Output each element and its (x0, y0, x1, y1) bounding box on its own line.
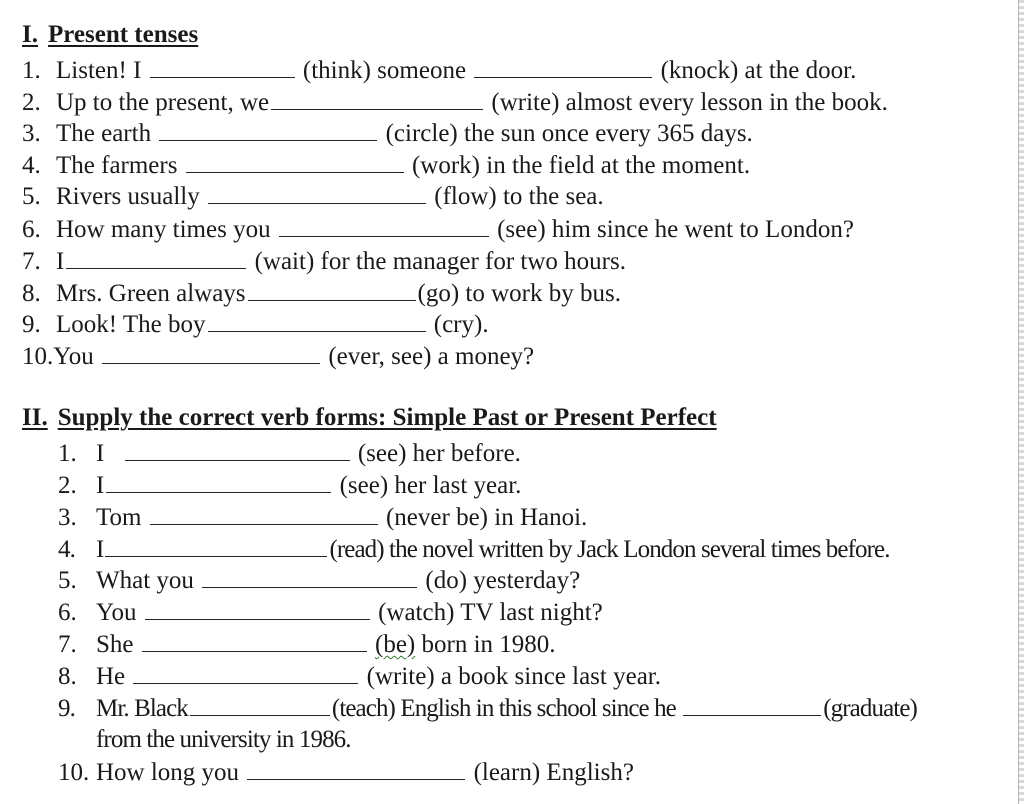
item-text: Mr. Black (96, 695, 188, 722)
item-text: What you (96, 567, 194, 594)
item-text: You (53, 343, 94, 370)
answer-blank[interactable] (208, 181, 426, 204)
item-number: 2. (22, 89, 41, 116)
item-text: from the university in 1986. (96, 726, 351, 753)
item-text: (write) a book since last year. (366, 663, 661, 690)
exercise-item (22, 87, 888, 117)
item-text: You (96, 599, 137, 626)
item-number: 1. (58, 440, 77, 467)
answer-blank[interactable] (474, 55, 652, 78)
item-text: She (96, 631, 134, 658)
answer-blank[interactable] (208, 309, 426, 332)
item-number: 10. (58, 759, 90, 786)
item-text: (write) almost every lesson in the book. (491, 89, 888, 116)
item-text: I (96, 536, 104, 563)
item-text: (watch) TV last night? (378, 599, 603, 626)
answer-blank[interactable] (142, 629, 367, 652)
section-number: II. (22, 404, 48, 431)
answer-blank[interactable] (150, 55, 295, 78)
exercise-item (58, 565, 580, 595)
item-number: 3. (22, 120, 41, 147)
item-text: Up to the present, we (56, 89, 270, 116)
exercise-item (58, 629, 556, 659)
item-number: 7. (58, 631, 77, 658)
item-text: (flow) to the sea. (434, 183, 604, 210)
item-number: 3. (58, 504, 77, 531)
exercise-item (22, 341, 534, 371)
item-number: 1. (22, 57, 41, 84)
exercise-item (58, 693, 917, 723)
item-text: (see) her before. (357, 440, 521, 467)
item-text: (see) her last year. (339, 472, 522, 499)
item-text: Look! The boy (56, 311, 206, 338)
answer-blank[interactable] (190, 693, 330, 716)
item-text: (ever, see) a money? (328, 343, 535, 370)
item-text: I (96, 440, 105, 467)
item-text: (read) the novel written by Jack London several times before. (329, 536, 890, 563)
item-number: 6. (22, 216, 41, 243)
item-text: (wait) for the manager for two hours. (254, 248, 626, 275)
item-text: (be) (375, 631, 416, 658)
item-text: (cry). (433, 311, 489, 338)
exercise-item (22, 118, 753, 148)
exercise-item (22, 278, 621, 308)
exercise-item (22, 309, 489, 339)
answer-blank[interactable] (133, 661, 358, 684)
item-text: He (96, 663, 126, 690)
item-text: How long you (96, 759, 240, 786)
item-number: 7. (22, 248, 41, 275)
item-number: 6. (58, 599, 77, 626)
exercise-item (22, 181, 604, 211)
exercise-item (58, 597, 603, 627)
item-text: Mrs. Green always (56, 280, 246, 307)
answer-blank[interactable] (159, 118, 377, 141)
item-text: (never be) in Hanoi. (385, 504, 588, 531)
answer-blank[interactable] (247, 757, 465, 780)
item-text: I (96, 472, 105, 499)
item-text: The earth (56, 120, 152, 147)
item-text: (teach) English in this school since he (331, 695, 676, 722)
item-text: I (56, 248, 65, 275)
item-number: 10. (22, 343, 54, 370)
item-text: (circle) the sun once every 365 days. (385, 120, 753, 147)
item-number: 5. (58, 567, 77, 594)
item-text: born in 1980. (415, 631, 556, 658)
section-heading-verb-forms (22, 404, 717, 432)
item-number: 8. (58, 663, 77, 690)
page-edge (1018, 0, 1024, 804)
exercise-item (58, 470, 521, 500)
answer-blank[interactable] (106, 470, 331, 493)
section-title: Supply the correct verb forms: Simple Past or Present Perfect (57, 404, 717, 431)
item-number: 2. (58, 472, 77, 499)
item-number: 4. (58, 536, 75, 563)
item-text: (knock) at the door. (660, 57, 857, 84)
answer-blank[interactable] (102, 341, 320, 364)
exercise-item (58, 534, 890, 564)
answer-blank[interactable] (279, 214, 489, 237)
answer-blank[interactable] (105, 534, 327, 557)
item-text: (work) in the field at the moment. (411, 152, 751, 179)
answer-blank[interactable] (202, 565, 417, 588)
item-number: 4. (22, 152, 41, 179)
answer-blank[interactable] (150, 502, 378, 525)
answer-blank[interactable] (248, 278, 416, 301)
item-text: (graduate) (823, 695, 917, 722)
item-text: How many times you (56, 216, 271, 243)
item-text: Rivers usually (56, 183, 200, 210)
section-title: Present tenses (47, 21, 199, 48)
item-text: The farmers (56, 152, 178, 179)
section-number: I. (22, 21, 38, 48)
item-text: Tom (96, 504, 142, 531)
item-number: 8. (22, 280, 41, 307)
exercise-item (58, 757, 634, 787)
exercise-item (58, 502, 587, 532)
exercise-item (22, 214, 854, 244)
item-text: (go) to work by bus. (417, 280, 621, 307)
exercise-item (22, 246, 626, 276)
item-text: (learn) English? (473, 759, 634, 786)
exercise-item (22, 150, 750, 180)
answer-blank[interactable] (66, 246, 246, 269)
item-text: Listen! I (56, 57, 142, 84)
exercise-item-continuation (96, 725, 351, 755)
answer-blank[interactable] (186, 150, 404, 173)
answer-blank[interactable] (125, 438, 350, 461)
item-number: 9. (58, 695, 75, 722)
item-text: (do) yesterday? (425, 567, 581, 594)
answer-blank[interactable] (145, 597, 370, 620)
item-number: 9. (22, 311, 41, 338)
item-text: (see) him since he went to London? (497, 216, 854, 243)
item-text: (think) someone (302, 57, 467, 84)
exercise-item (58, 438, 521, 468)
exercise-item (58, 661, 661, 691)
exercise-item (22, 55, 856, 85)
section-heading-present-tenses (22, 21, 198, 49)
answer-blank[interactable] (271, 87, 483, 110)
item-number: 5. (22, 183, 41, 210)
answer-blank[interactable] (683, 693, 821, 716)
